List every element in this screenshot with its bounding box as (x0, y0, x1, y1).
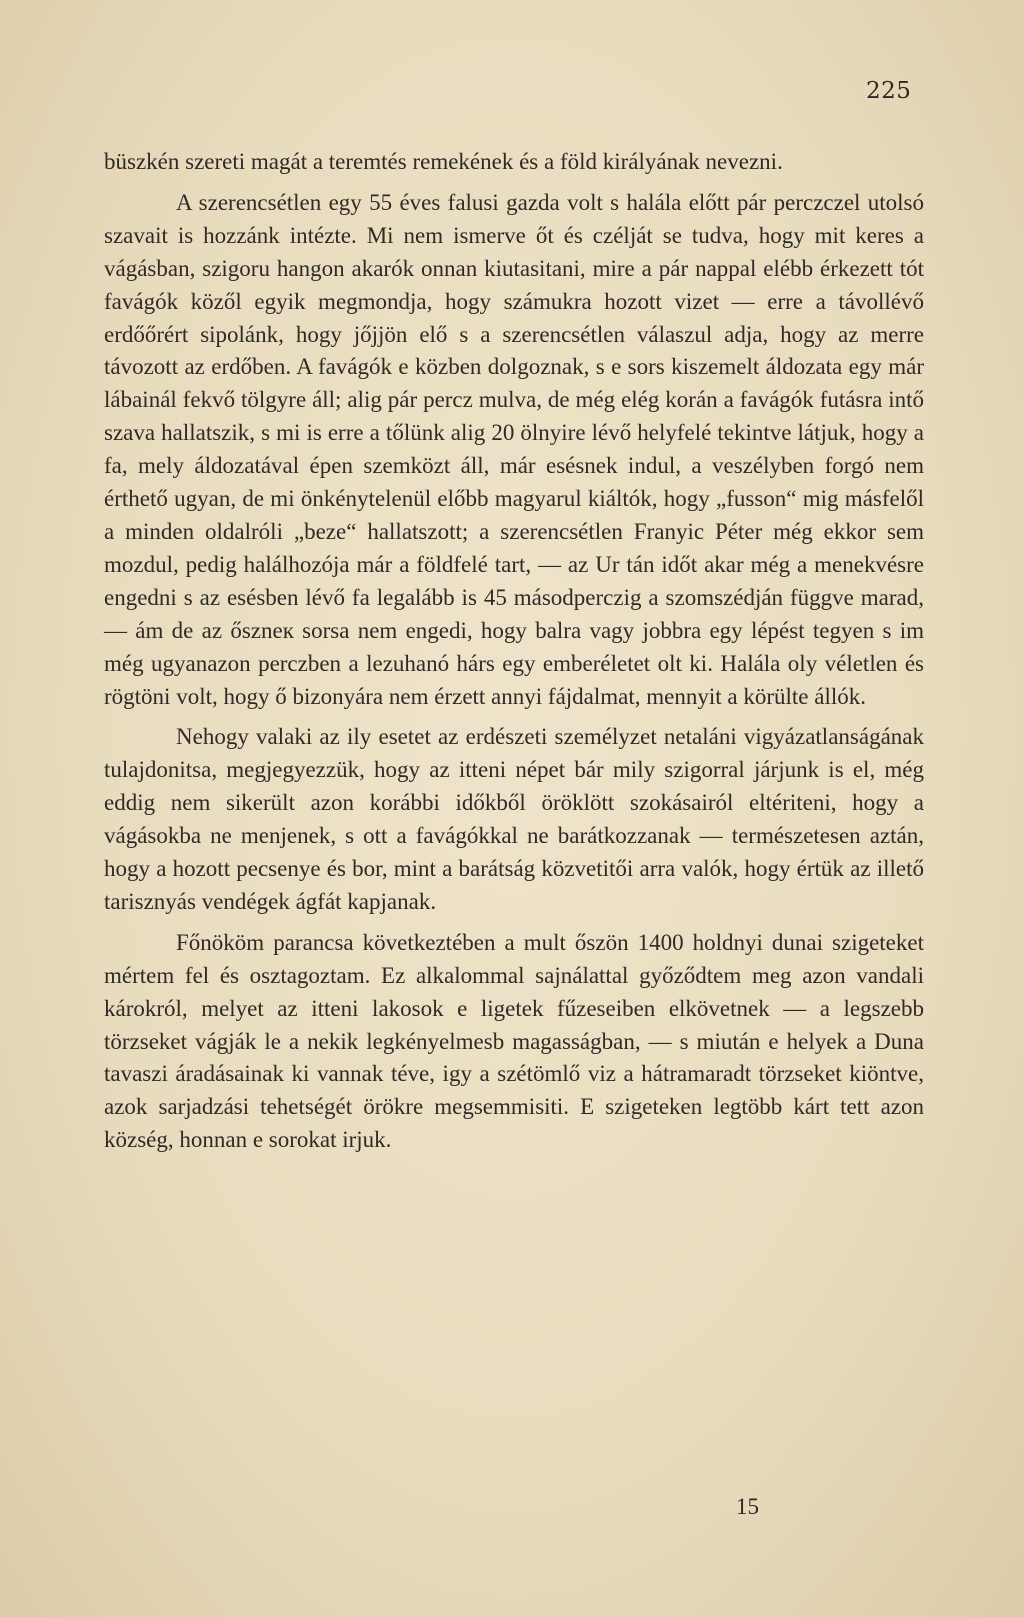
paragraph-island-survey: Főnököm parancsa következtében a mult őszön 1400 holdnyi dunai szigeteket mértem fel és osztagoztam. Ez alkalommal sajnálattal győződtem meg azon vandali károkról, melyet az itteni lakosok e ligetek fűzeseiben elkövetnek — a legszebb törzseket vágják le a nekik legkényelmesb magasságban, — s miután e helyek a Duna tavaszi áradásainak ki vannak téve, igy a szétömlő viz a hátramaradt törzseket kiöntve, azok sarjadzási tehetségét örökre megsemmisiti. E szigeteken legtöbb kárt tett azon község, honnan e sorokat irjuk. (104, 929, 924, 1153)
paragraph-continued: büszkén szereti magát a teremtés remekének és a föld királyának nevezni. (104, 149, 783, 174)
paragraph-customs: Nehogy valaki az ily esetet az erdészeti személyzet netaláni vigyázatlanságának tulajdonitsa, megjegyezzük, hogy az itteni népet bár mily szigorral járjunk is el, még eddig nem sikerült azon korábbi időkből öröklött szokásairól eltériteni, hogy a vágásokba ne menjenek, s ott a favágókkal ne barátkozzanak — természetesen aztán, hogy a hozott pecsenye és bor, mint a barátság közvetitői arra valók, hogy értük az illető tarisznyás vendégek ágfát kapjanak. (104, 724, 924, 914)
body-text (104, 146, 924, 1157)
paragraph-accident-account: A szerencsétlen egy 55 éves falusi gazda volt s halála előtt pár perczczel utolsó szavait is hozzánk intézte. Mi nem ismerve őt és czélját se tudva, hogy mit keres a vágásban, szigoru hangon akarók onnan kiutasitani, mire a pár nappal elébb érkezett tót favágók közől egyik megmondja, hogy számukra hozott vizet — erre a távollévő erdőőrért sipolánk, hogy jőjjön elő s a szerencsétlen válaszul adja, hogy az merre távozott az erdőben. A favágók e közben dolgoznak, s e sors kiszemelt áldozata egy már lábainál fekvő tölgyre áll; alig pár percz mulva, de még elég korán a favágók futásra intő szava hallatszik, s mi is erre a tőlünk alig 20 ölnyire lévő helyfelé tekintve látjuk, hogy a fa, mely áldozatával épen szemközt áll, már esésnek indul, a veszélyben forgó nem érthető ugyan, de mi önkénytelenül előbb magyarul kiáltók, hogy „fusson“ mig másfelől a minden oldalróli „beze“ hallatszott; a szerencsétlen Franyic Péter még ekkor sem mozdul, pedig halálhozója már a földfelé tart, — az Ur tán időt akar még a menekvésre engedni s az esésben lévő fa legalább is 45 másodperczig a szomszédján függve marad, — ám de az őszneк sorsa nem engedi, hogy balra vagy jobbra egy lépést tegyen s im még ugyanazon perczben a lezuhanó hárs egy emberéletet olt ki. Halála oly véletlen és rögtöni volt, hogy ő bizonyára nem érzett annyi fájdalmat, mennyit a körülte állók. (104, 189, 924, 709)
page-number: 225 (866, 78, 912, 104)
signature-mark: 15 (736, 1494, 759, 1519)
